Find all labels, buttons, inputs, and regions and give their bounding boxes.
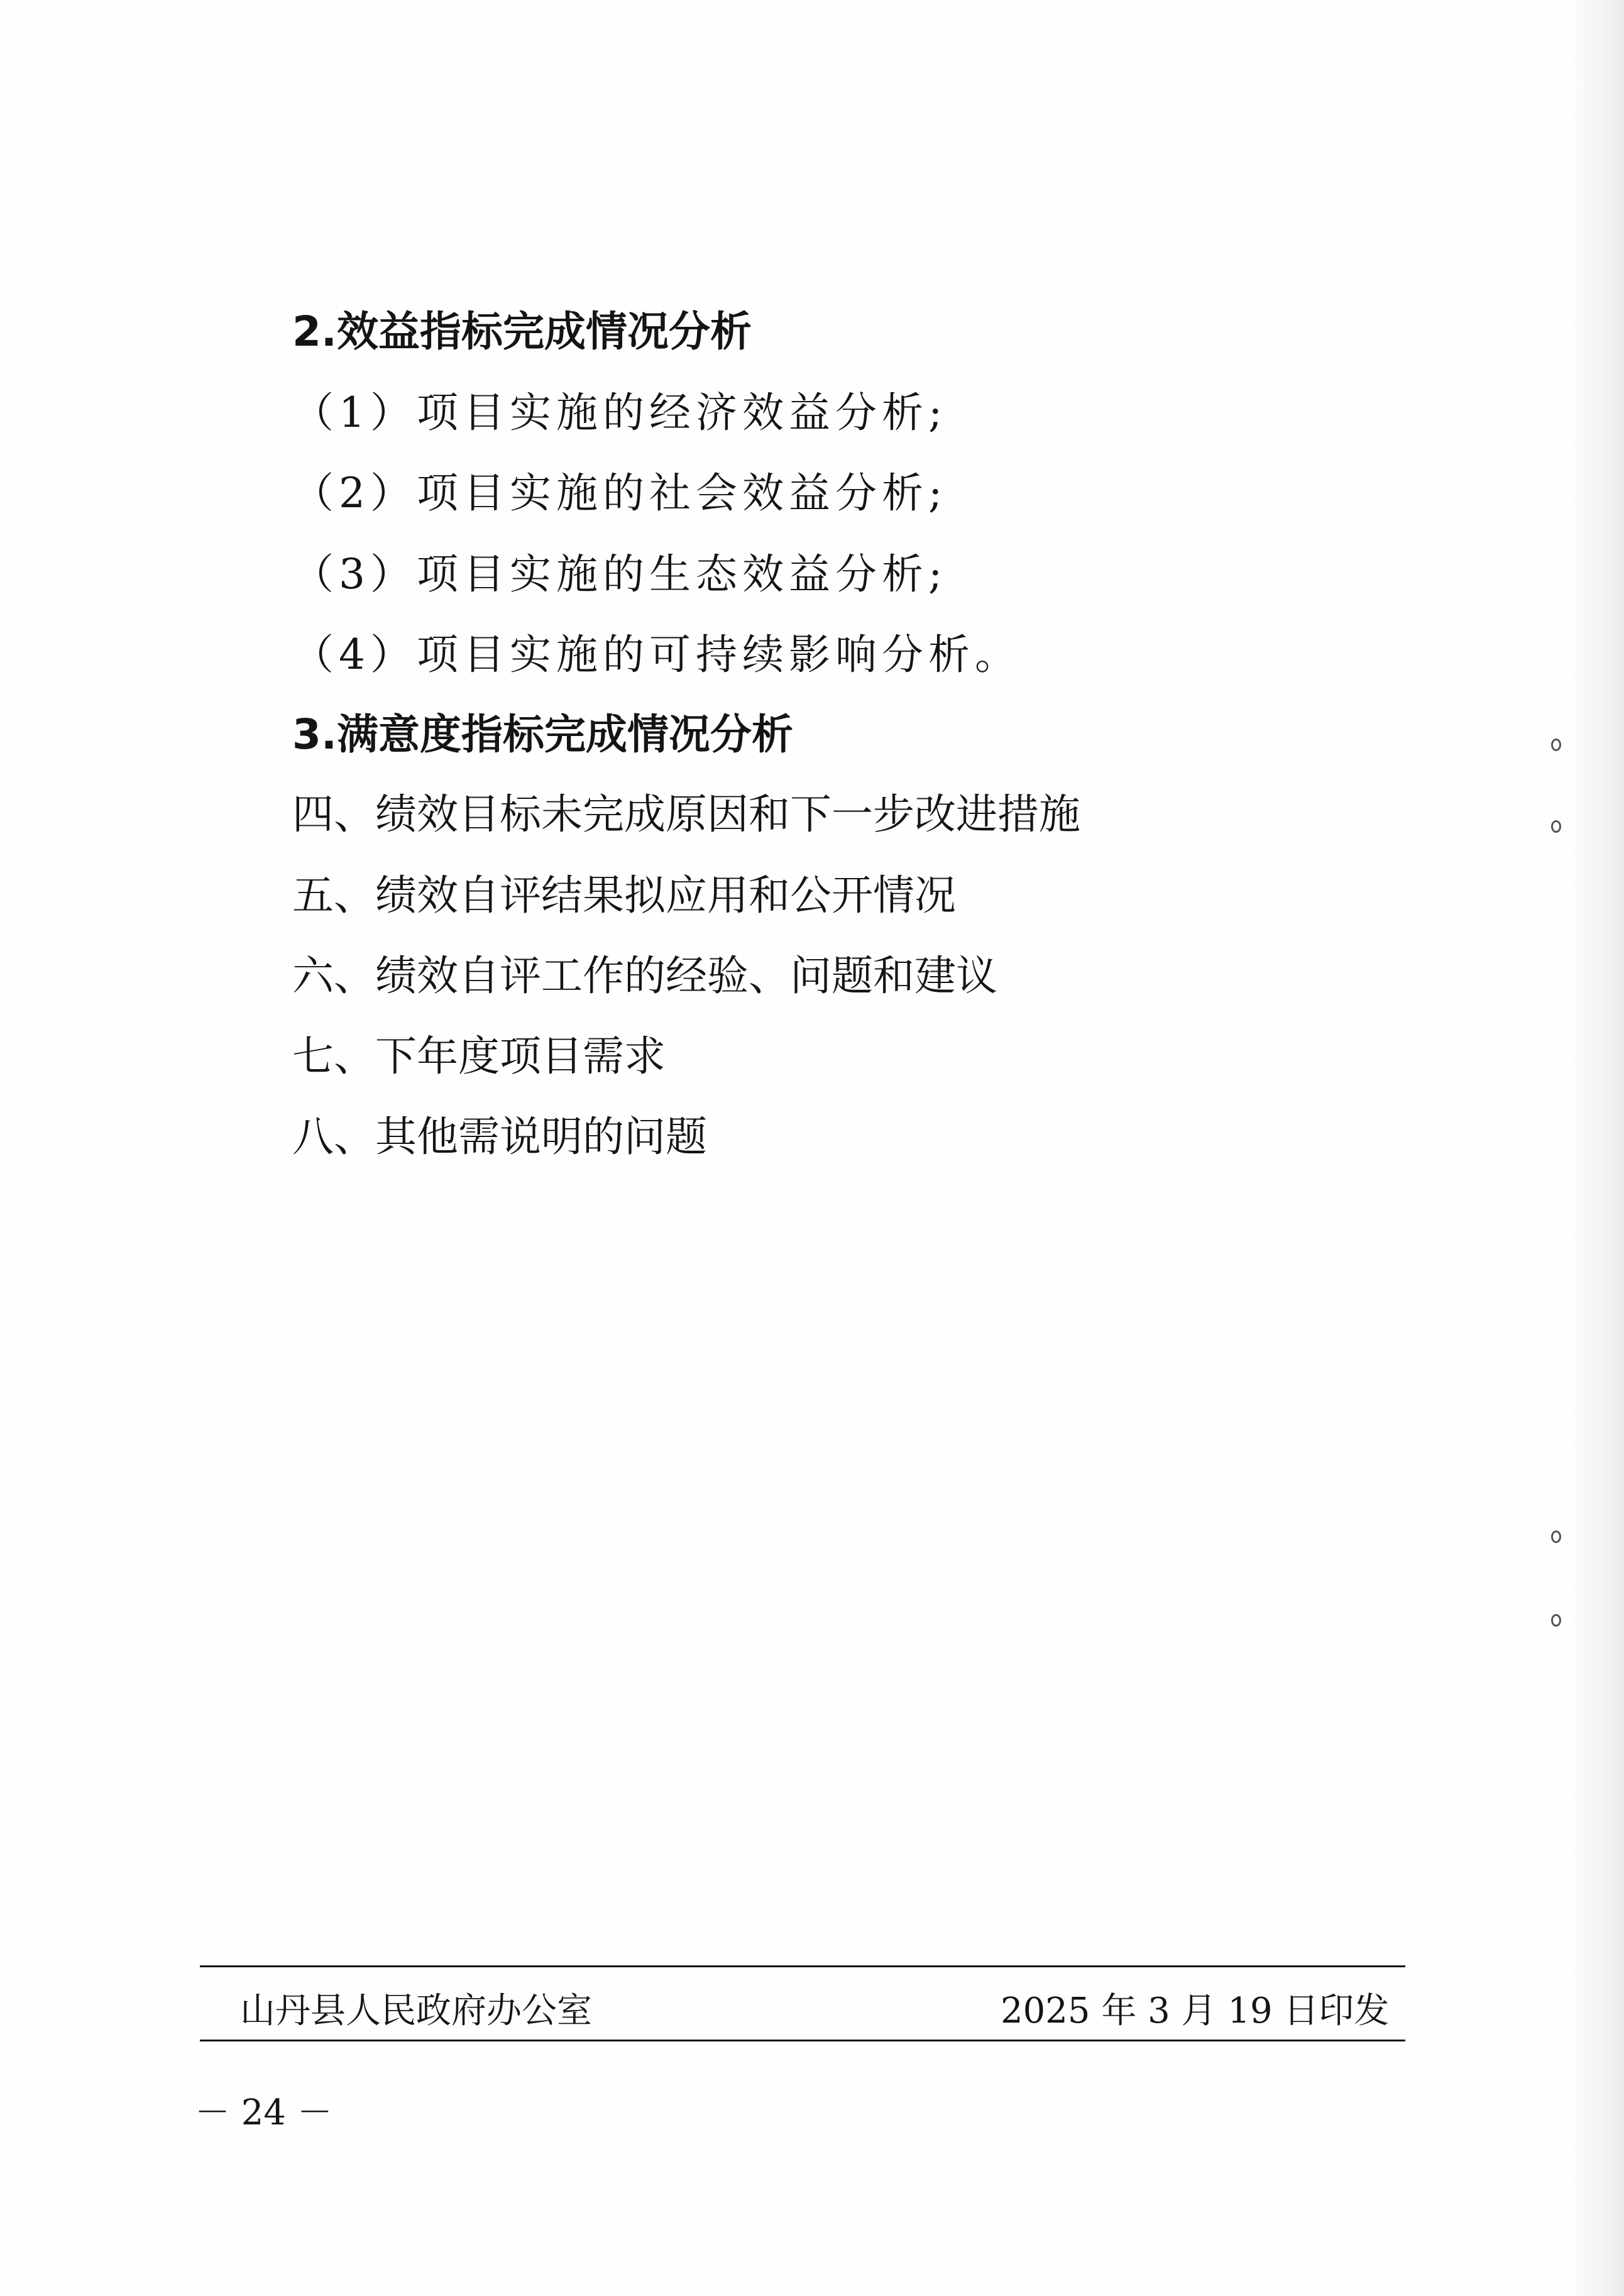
satisfaction-indicator-heading: 3.满意度指标完成情况分析: [292, 710, 793, 759]
bleed-through-mark: [1232, 286, 1395, 330]
section-heading-8: 八、其他需说明的问题: [292, 1112, 707, 1161]
section-heading-6: 六、绩效自评工作的经验、问题和建议: [292, 952, 997, 1000]
binding-hole-mark: [1551, 1530, 1561, 1543]
binding-hole-mark: [1551, 820, 1561, 833]
issue-date: 2025 年 3 月 19 日印发: [1001, 1991, 1390, 2031]
benefit-indicator-heading: 2.效益指标完成情况分析: [292, 307, 752, 356]
section-heading-5: 五、绩效自评结果拟应用和公开情况: [292, 871, 956, 920]
footer-top-rule: [200, 1965, 1405, 1967]
benefit-item-economic: （1）项目实施的经济效益分析;: [292, 388, 948, 437]
bleed-through-mark: [1043, 440, 1169, 484]
benefit-item-ecological: （3）项目实施的生态效益分析;: [292, 550, 948, 598]
page-edge-shadow: [1567, 0, 1624, 2296]
section-heading-4: 四、绩效目标未完成原因和下一步改进措施: [292, 790, 1080, 838]
binding-hole-mark: [1551, 739, 1561, 751]
issuing-office: 山丹县人民政府办公室: [240, 1991, 592, 2031]
footer-bottom-rule: [200, 2040, 1405, 2041]
binding-hole-mark: [1551, 1614, 1561, 1627]
page-number: － 24 －: [195, 2092, 332, 2133]
section-heading-7: 七、下年度项目需求: [292, 1032, 666, 1080]
benefit-item-social: （2）项目实施的社会效益分析;: [292, 469, 948, 517]
benefit-item-sustainability: （4）项目实施的可持续影响分析。: [292, 630, 1021, 679]
